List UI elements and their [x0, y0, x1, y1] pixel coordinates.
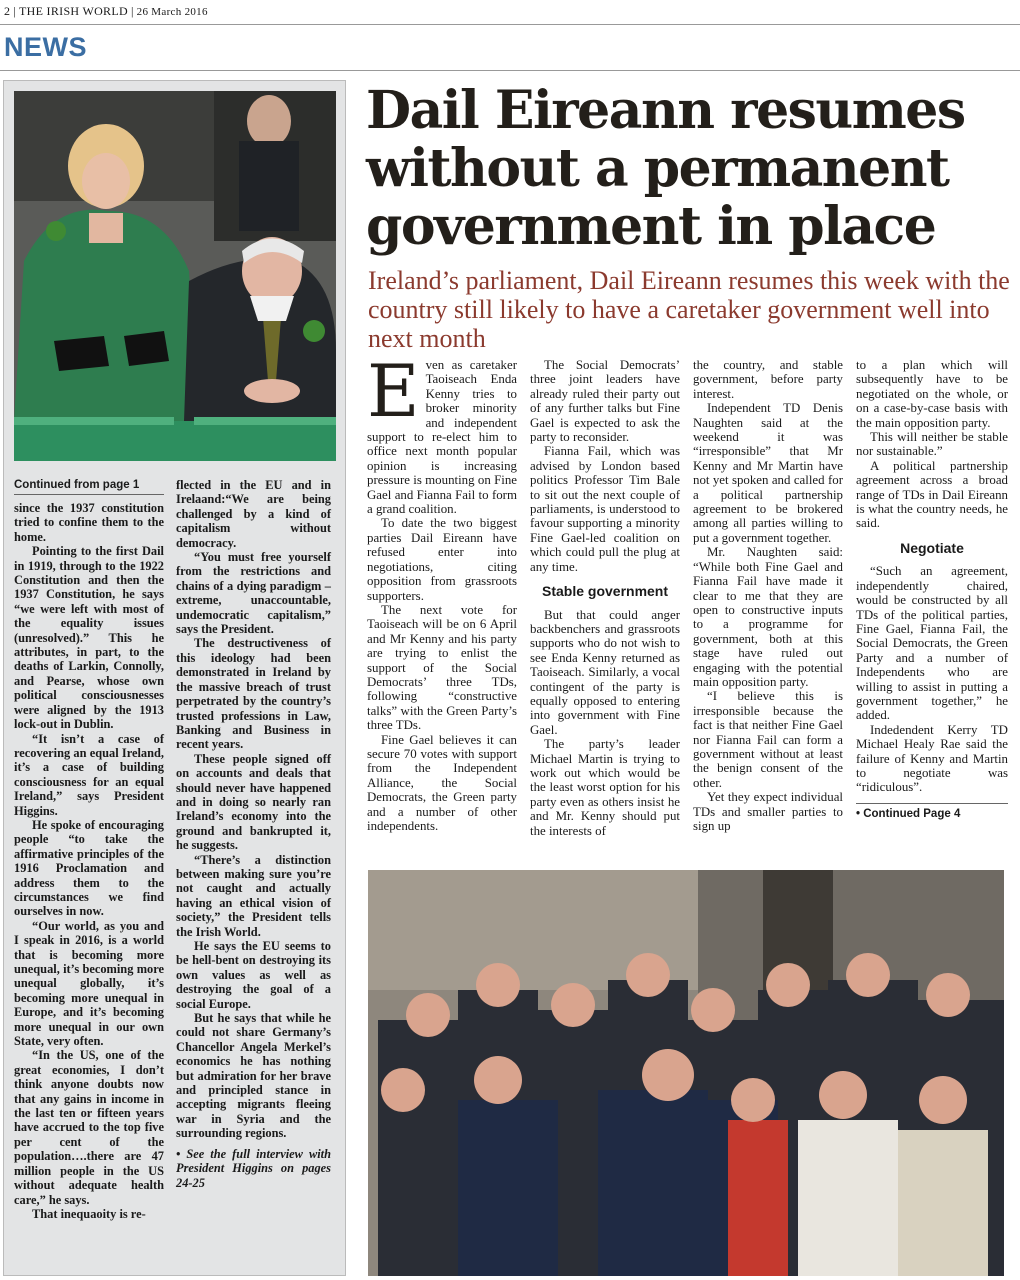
- lead-text: ven as caretaker Taoiseach Enda Kenny tries to broker minority and independent support to re-elect him to office next month popular opinion is increasing pressure is mounting on Fine Gael and Fianna Fail to form a grand coalition.: [367, 358, 517, 517]
- article-paragraph: But that could anger backbenchers and grassroots supports who do not wish to see Enda Kenny returned as Taoiseach. Similarly, a vocal contingent of the party is equally opposed to entering into government with Fine Gael.: [530, 607, 680, 737]
- article-column-3: [693, 358, 843, 833]
- sidebar-paragraph: “There’s a distinction between making sure you’re not caught and actually having an ethical vision of society,” the President tells the Irish World.: [176, 852, 331, 939]
- article-paragraph: This will neither be stable nor sustainable.”: [856, 430, 1008, 459]
- continued-page-link[interactable]: • Continued Page 4: [856, 803, 1008, 821]
- article-paragraph: Indedendent Kerry TD Michael Healy Rae said the failure of Kenny and Martin to negotiate was “ridiculous”.: [856, 722, 1008, 795]
- sidebar-paragraph: The destructiveness of this ideology had been demonstrated in Ireland by the massive breach of trust perpetrated by the country’s trusted professions in Law, Banking and Business in recent years.: [176, 636, 331, 752]
- page-number: 2: [4, 4, 11, 18]
- president-photo-illustration: [14, 91, 336, 461]
- issue-date: 26 March 2016: [136, 6, 208, 18]
- sidebar-paragraph: These people signed off on accounts and deals that should never have happened and in doing so nearly ran Ireland’s economy into the ground and bankrupted it, he suggests.: [176, 751, 331, 853]
- top-rule: [0, 24, 1020, 25]
- sidebar-paragraph: Pointing to the first Dail in 1919, through to the 1922 Constitution and then the 1937 Constitution, he says “we were left with most of the equality issues (unresolved).” This he attributes, in part, to the deaths of Larkin, Connolly, and Pearse, whose own political consciousnesses were aligned by the 1913 lock-out in Dublin.: [14, 544, 164, 732]
- lead-paragraph: [367, 349, 517, 517]
- article-paragraph: Yet they expect individual TDs and smaller parties to sign up: [693, 790, 843, 833]
- sidebar-paragraph: He spoke of encouraging people “to take the affirmative principles of the 1916 Proclamation and address them to the circumstances we find ourselves in now.: [14, 817, 164, 919]
- group-photo: [368, 870, 1004, 1276]
- article-paragraph: To date the two biggest parties Dail Eireann have refused enter into negotiations, citing opposition from grassroots supporters.: [367, 516, 517, 603]
- sidebar-panel: [3, 80, 346, 1276]
- group-photo-illustration: [368, 870, 1004, 1276]
- article-paragraph: “Such an agreement, independently chaired, would be constructed by all TDs of the political parties, Fine Gael, Fianna Fail, the Social Democrats, the Green Party and a number of Independents who are willing to assist in putting a government together,” he added.: [856, 564, 1008, 723]
- continued-from-label: Continued from page 1: [14, 479, 164, 495]
- section-rule: [0, 70, 1020, 71]
- article-paragraph: A political partnership agreement across a broad range of TDs in Dail Eireann is what the country needs, he said.: [856, 458, 1008, 531]
- sidebar-paragraph: “It isn’t a case of recovering an equal Ireland, it’s a case of building consciousness for an equal Ireland,” says President Higgins.: [14, 731, 164, 818]
- publication-name: THE IRISH WORLD: [19, 4, 128, 18]
- sidebar-paragraph: “Our world, as you and I speak in 2016, is a world that is becoming more unequal, it’s becoming more unequal globally, it’s becoming more unequal in Europe, and it’s becoming more unequal in our own State, very often.: [14, 918, 164, 1049]
- sidebar-paragraph: He says the EU seems to be hell-bent on destroying its own values as well as destroying the goal of a social Europe.: [176, 939, 331, 1011]
- article-paragraph: “I believe this is irresponsible because the fact is that neither Fine Gael nor Fianna Fail can form a government without at least the benign consent of the other.: [693, 689, 843, 790]
- article-paragraph: to a plan which will subsequently have to be negotiated on the whole, or on a case-by-case basis with the main opposition party.: [856, 358, 1008, 430]
- article-column-2: [530, 358, 680, 838]
- article-paragraph: Fianna Fail, which was advised by London based politics Professor Tim Bale to sit out the next couple of parliaments, is understood to favour supporting a minority Fine Gael-led coalition on which could pull the plug at any time.: [530, 444, 680, 574]
- folio: 2 | THE IRISH WORLD | 26 March 2016: [4, 4, 208, 18]
- sidebar-column-1: [14, 501, 164, 1221]
- sidebar-paragraph: since the 1937 constitution tried to confine them to the home.: [14, 501, 164, 544]
- drop-cap: E: [367, 349, 420, 433]
- article-column-4: [856, 358, 1008, 821]
- subhead-negotiate: Negotiate: [900, 539, 964, 556]
- standfirst: Ireland’s parliament, Dail Eireann resumes this week with the country still likely to have a caretaker government well into next month: [368, 266, 1010, 353]
- article-paragraph: The Social Democrats’ three joint leaders have already ruled their party out of any further talks but Fine Gael is expected to ask the party to reconsider.: [530, 358, 680, 445]
- article-paragraph: the country, and stable government, before party interest.: [693, 358, 843, 401]
- headline: Dail Eireann resumes without a permanent government in place: [366, 80, 965, 257]
- article-paragraph: Fine Gael believes it can secure 70 votes with support from the Independent Alliance, the Social Democrats, the Green party and a number of other independents.: [367, 732, 517, 833]
- president-photo: [14, 91, 336, 461]
- sidebar-paragraph: “You must free yourself from the restrictions and chains of a dying paradigm – extreme, unaccountable, undemocratic capitalism,” says the President.: [176, 550, 331, 637]
- sidebar-paragraph: That inequaoity is re-: [32, 1206, 146, 1221]
- subhead-stable-government: Stable government: [541, 583, 669, 600]
- section-title: NEWS: [4, 32, 87, 62]
- article-paragraph: The next vote for Taoiseach will be on 6 April and Mr Kenny and his party are trying to enlist the support of the Social Democrats’ three TDs, following “constructive talks” with the Green Party’s three TDs.: [367, 602, 517, 733]
- article-column-1: [367, 349, 517, 833]
- article-paragraph: Mr. Naughten said: “While both Fine Gael and Fianna Fail have made it clear to me that they are open to constructive inputs to a programme for government, both at this stage have ruled out engaging with the potential main opposition party.: [693, 545, 843, 689]
- sidebar-column-2: [176, 478, 331, 1190]
- article-paragraph: Independent TD Denis Naughten said at the weekend it was “irresponsible” that Mr Kenny and Mr Martin have not yet spoken and called for a political partnership agreement to be brokered among all parties willing to put a government together.: [693, 401, 843, 545]
- article-paragraph: The party’s leader Michael Martin is trying to work out which would be the least worst option for his party even as others insist he and Mr. Kenny should put the interests of: [530, 737, 680, 838]
- sidebar-paragraph: flected in the EU and in Irelaand:“We are being challenged by a kind of capitalism without democracy.: [176, 478, 331, 550]
- sidebar-paragraph: “In the US, one of the great economies, I don’t think anyone doubts now that any gains in income in the last ten or fifteen years have accrued to the top five per cent of the population….there are 47 million people in the US without adequate health care,” he says.: [14, 1048, 164, 1207]
- see-interview-link[interactable]: • See the full interview with President Higgins on pages 24-25: [176, 1146, 331, 1190]
- sidebar-paragraph: But he says that while he could not share Germany’s Chancellor Angela Merkel’s economics he has nothing but admiration for her brave and principled stance in accepting migrants fleeing war in Syria and the surrounding regions.: [176, 1011, 331, 1141]
